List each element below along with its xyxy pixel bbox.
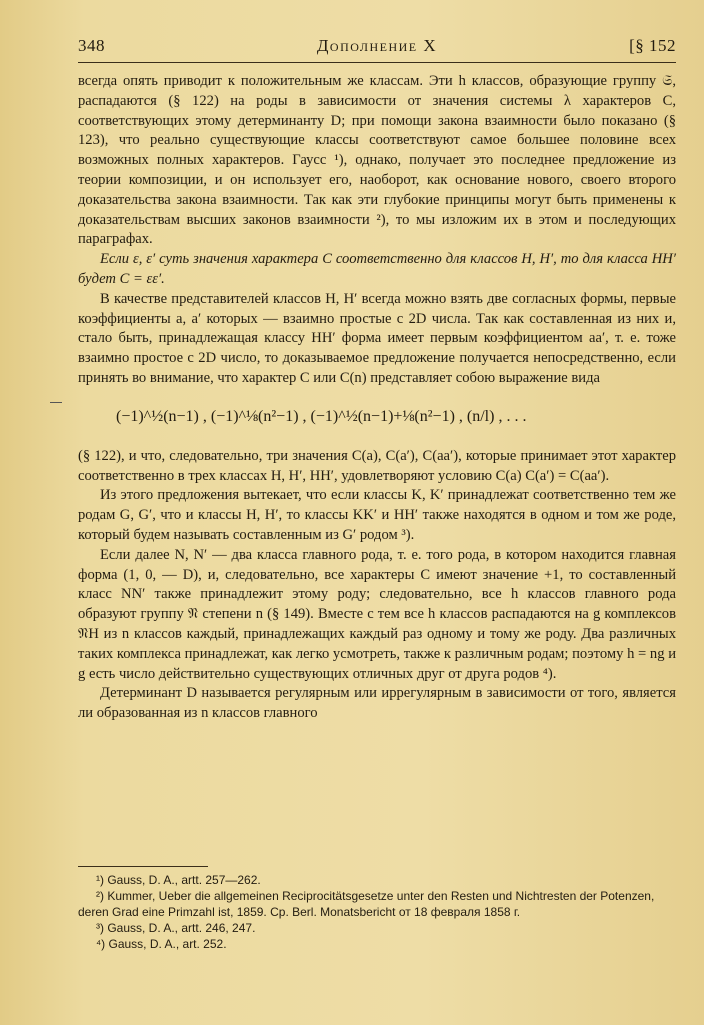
paragraph: В качестве представителей классов H, H′ всегда можно взять две согласных формы, первые коэффициенты a, a′ которых — взаимно простые с 2D числа. Так как составленная из них и, стало быть, принадлежащая классу HH′ форма имеет первым коэффициентом aa′, т. е. тоже взаимно простое с 2D число, то доказываемое предложение получается непосредственно, если принять во внимание, что характер C или C(n) представляет собою выражение вида bbox=[78, 290, 676, 386]
footnote: ⁴) Gauss, D. A., art. 252. bbox=[96, 937, 227, 951]
paragraph: всегда опять приводит к положительным же классам. Эти h классов, образующие группу 𝔖, распадаются (§ 122) на роды в зависимости от значения системы λ характеров C, соответствующих этому детерминанту D; при помощи закона взаимности было показано (§ 123), что реально существующие классы соответствуют самое большее половине всех возможных полных характеров. Гаусс ¹), однако, получает это последнее предложение из теории композиции, и он использует его, наоборот, как основание нового, своего второго доказательства закона взаимности. Так как эти глубокие принципы могут быть применены к доказательствам высших законов взаимности ²), то мы изложим их в этом и последующих параграфах. bbox=[78, 73, 676, 248]
section-marker: [§ 152 bbox=[629, 36, 676, 55]
paragraph: Детерминант D называется регулярным или иррегулярным в зависимости от того, является ли образованная из n классов главного bbox=[78, 685, 676, 722]
chapter-title: Дополнение X bbox=[316, 36, 438, 55]
footnote: ²) Kummer, Ueber die allgemeinen Reciprocitätsgesetze unter den Resten und Nichtresten der Potenzen, deren Grad eine Primzahl ist, 1859. Cp. Berl. Monatsbericht от 18 февраля 1858 г. bbox=[78, 889, 655, 919]
margin-mark bbox=[50, 402, 62, 403]
theorem-statement: Если ε, ε′ суть значения характера C соответственно для классов H, H′, то для класса HH′ будет C = εε′. bbox=[78, 251, 676, 287]
footnotes bbox=[78, 872, 676, 952]
header-rule bbox=[78, 62, 676, 63]
paragraph: Из этого предложения вытекает, что если классы K, K′ принадлежат соответственно тем же родам G, G′, что и классы H, H′, то классы KK′ и HH′ также находятся в одном и том же роде, который будем называть составленным из G′ родом ³). bbox=[78, 487, 676, 543]
footnote: ³) Gauss, D. A., artt. 246, 247. bbox=[96, 921, 256, 935]
footnote: ¹) Gauss, D. A., artt. 257—262. bbox=[96, 873, 261, 887]
main-text bbox=[78, 72, 676, 724]
running-header bbox=[78, 36, 676, 60]
page-number: 348 bbox=[78, 36, 105, 55]
formula-block bbox=[78, 389, 676, 447]
footnote-rule bbox=[78, 866, 208, 867]
paragraph: Если далее N, N′ — два класса главного рода, т. е. того рода, в котором находится главная форма (1, 0, — D), и, следовательно, все характеры C имеют значение +1, то составленный класс NN′ также принадлежит этому роду; следовательно, все h классов главного рода образуют группу 𝔑 степени n (§ 149). Вместе с тем все h классов распадаются на g комплексов 𝔑H из n классов каждый, принадлежащих каждый раз одному и тому же роду. Два различных таких комплекса принадлежат, как легко усмотреть, также к различным родам; поэтому h = ng и g есть число действительно существующих отличных друг от друга родов ⁴). bbox=[78, 546, 676, 682]
paragraph: (§ 122), и что, следовательно, три значения C(a), C(a′), C(aa′), которые принимает этот характер соответственно в трех классах H, H′, HH′, удовлетворяют условию C(a) C(a′) = C(aa′). bbox=[78, 447, 676, 484]
formula: (−1)^½(n−1) , (−1)^⅛(n²−1) , (−1)^½(n−1)+⅛(n²−1) , (n/l) , . . . bbox=[116, 407, 527, 425]
